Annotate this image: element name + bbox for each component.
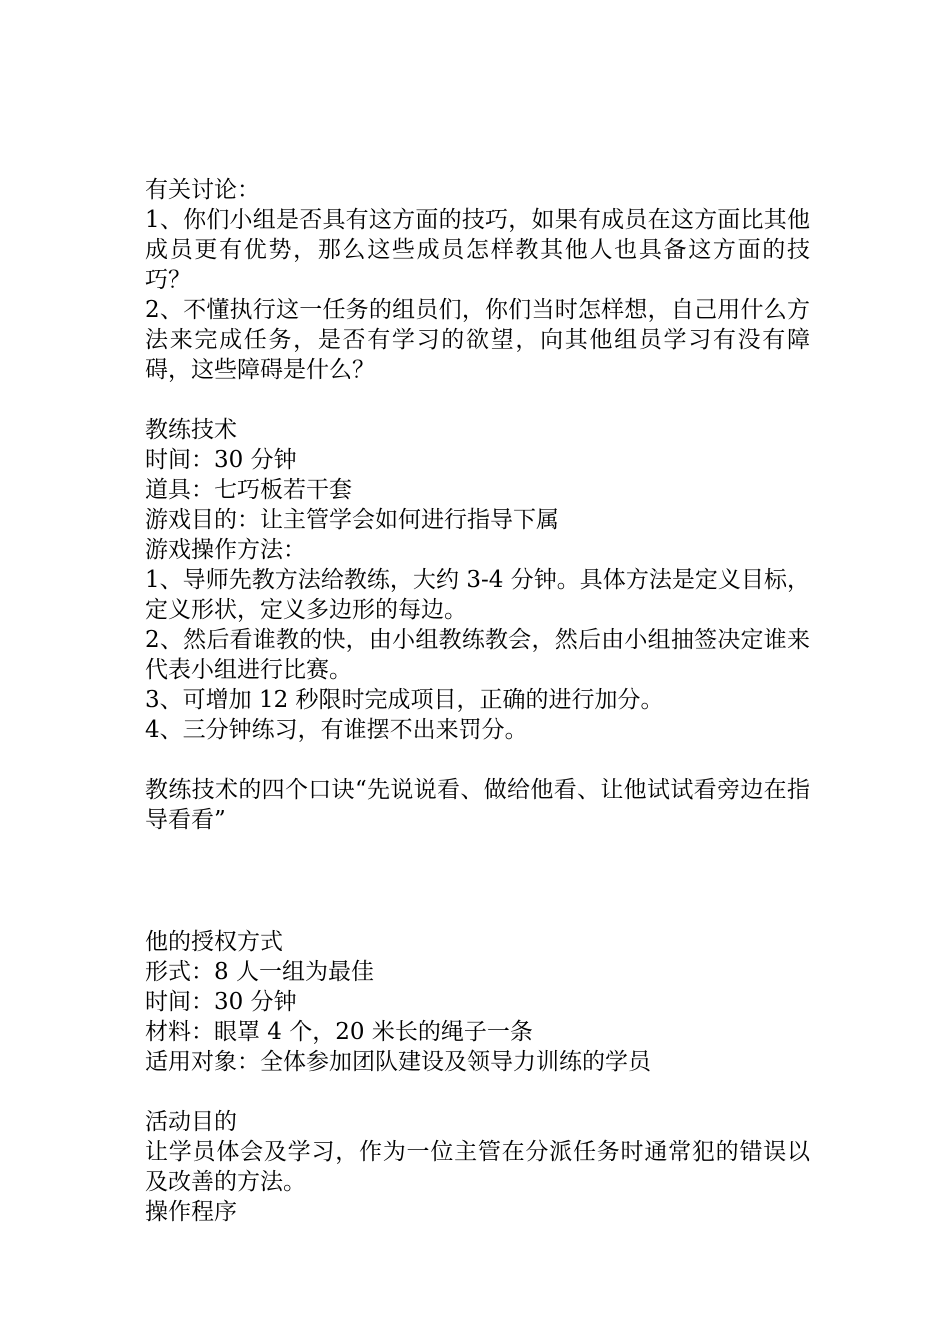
coaching-step-2: 2、然后看谁教的快，由小组教练教会，然后由小组抽签决定谁来代表小组进行比赛。 [145, 627, 810, 683]
coaching-goal: 游戏目的：让主管学会如何进行指导下属 [145, 507, 559, 533]
spacer [145, 385, 810, 415]
document-body [145, 175, 810, 1227]
coaching-step-3: 3、可增加 12 秒限时完成项目，正确的进行加分。 [145, 687, 664, 713]
coaching-props: 道具：七巧板若干套 [145, 477, 352, 503]
discussion-heading: 有关讨论： [145, 177, 260, 203]
coaching-step-1: 1、导师先教方法给教练，大约 3-4 分钟。具体方法是定义目标，定义形状，定义多边形的每边。 [145, 567, 810, 623]
discussion-question-1: 1、你们小组是否具有这方面的技巧，如果有成员在这方面比其他成员更有优势，那么这些成员怎样教其他人也具备这方面的技巧？ [145, 207, 810, 293]
coaching-mantra: 教练技术的四个口诀“先说说看、做给他看、让他试试看旁边在指导看看” [145, 777, 810, 833]
delegation-materials: 材料：眼罩 4 个，20 米长的绳子一条 [145, 1019, 533, 1045]
coaching-step-4: 4、三分钟练习，有谁摆不出来罚分。 [145, 717, 528, 743]
delegation-purpose-heading: 活动目的 [145, 1109, 237, 1135]
delegation-title: 他的授权方式 [145, 929, 283, 955]
delegation-time: 时间：30 分钟 [145, 989, 297, 1015]
coaching-method-heading: 游戏操作方法： [145, 537, 306, 563]
spacer [145, 745, 810, 775]
delegation-audience: 适用对象：全体参加团队建设及领导力训练的学员 [145, 1049, 651, 1075]
coaching-title: 教练技术 [145, 417, 237, 443]
coaching-time: 时间：30 分钟 [145, 447, 297, 473]
spacer [145, 1077, 810, 1107]
delegation-form: 形式：8 人一组为最佳 [145, 959, 374, 985]
discussion-question-2: 2、不懂执行这一任务的组员们，你们当时怎样想，自己用什么方法来完成任务，是否有学习的欲望，向其他组员学习有没有障碍，这些障碍是什么？ [145, 297, 810, 383]
delegation-purpose-text: 让学员体会及学习，作为一位主管在分派任务时通常犯的错误以及改善的方法。 [145, 1139, 810, 1195]
delegation-procedure-heading: 操作程序 [145, 1199, 237, 1225]
spacer [145, 835, 810, 927]
